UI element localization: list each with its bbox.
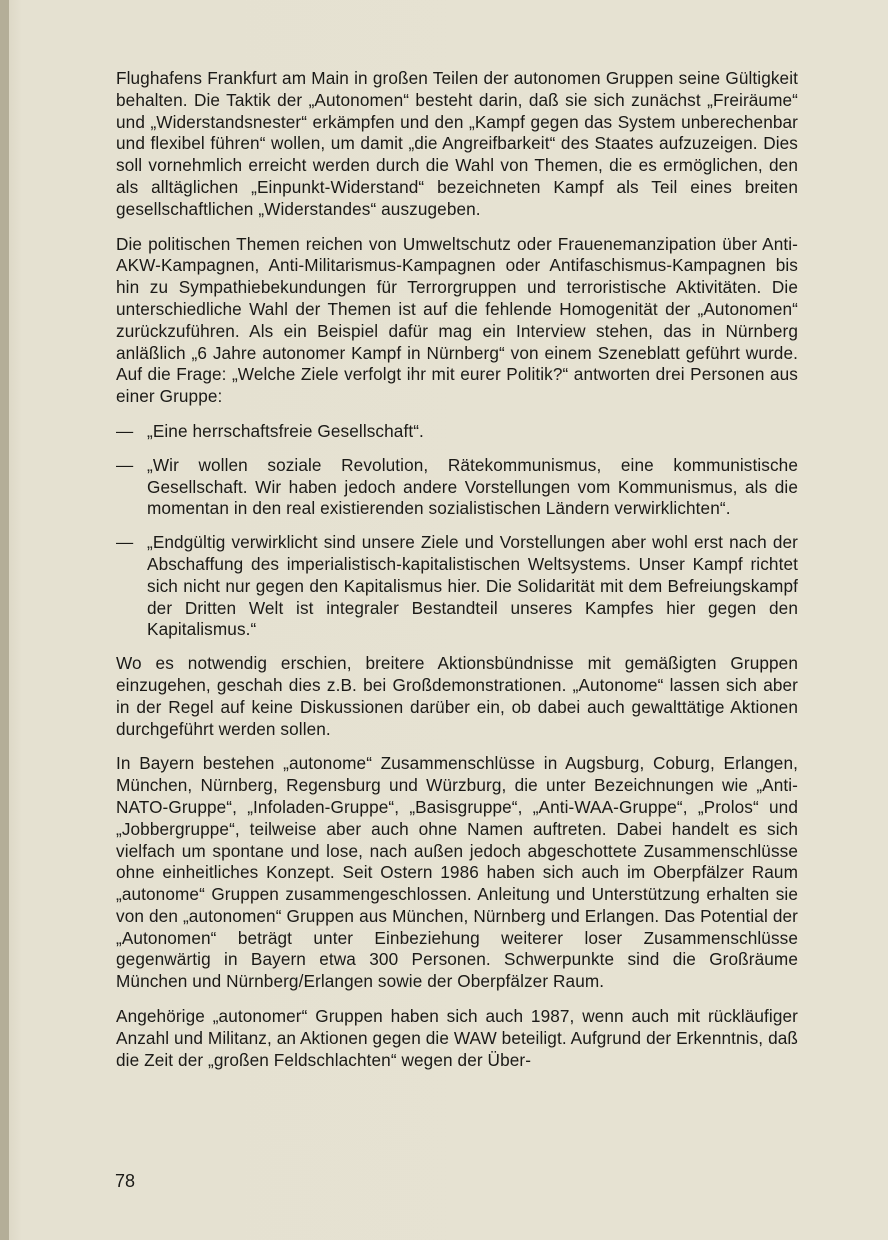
- paragraph: Angehörige „autonomer“ Gruppen haben sich auch 1987, wenn auch mit rückläufiger Anzahl und Militanz, an Aktionen gegen die WAW beteiligt. Aufgrund der Erkenntnis, daß die Zeit der „großen Feldschlachten“ wegen der Über-: [116, 1006, 798, 1070]
- list-dash: —: [116, 454, 134, 475]
- list-item: [116, 455, 798, 520]
- page-number: 78: [115, 1171, 136, 1191]
- paragraph: Wo es notwendig erschien, breitere Aktionsbündnisse mit gemäßigten Gruppen einzugehen, geschah dies z.B. bei Großdemonstrationen. „Autonome“ lassen sich aber in der Regel auf keine Diskussionen darüber ein, ob dabei auch gewalttätige Aktionen durchgeführt werden sollen.: [116, 653, 798, 739]
- paragraph: Die politischen Themen reichen von Umweltschutz oder Frauenemanzipation über Anti-AKW-Kampagnen, Anti-Militarismus-Kampagnen oder Antifaschismus-Kampagnen bis hin zu Sympathiebekundungen für Terrorgruppen und terroristische Aktivitäten. Die unterschiedliche Wahl der Themen ist auf die fehlende Homogenität der „Autonomen“ zurückzuführen. Als ein Beispiel dafür mag ein Interview stehen, das in Nürnberg anläßlich „6 Jahre autonomer Kampf in Nürnberg“ von einem Szeneblatt geführt wurde. Auf die Frage: „Welche Ziele verfolgt ihr mit eurer Politik?“ antworten drei Personen aus einer Gruppe:: [116, 233, 798, 407]
- list-dash: —: [116, 532, 134, 553]
- list-item: [116, 421, 798, 443]
- list-item-text: „Wir wollen soziale Revolution, Rätekommunismus, eine kommunistische Gesellschaft. Wir haben jedoch andere Vorstellungen vom Kommunismus, als die momentan in den real existierenden sozialistischen Ländern verwirklichten“.: [147, 454, 798, 519]
- list-dash: —: [116, 420, 134, 441]
- body-text: [116, 68, 798, 1084]
- list-item: [116, 532, 798, 641]
- list-item-text: „Endgültig verwirklicht sind unsere Ziele und Vorstellungen aber wohl erst nach der Abschaffung des imperialistisch-kapitalistischen Weltsystems. Unser Kampf richtet sich nicht nur gegen den Kapitalismus hier. Die Solidarität mit dem Befreiungskampf der Dritten Welt ist integraler Bestandteil unseres Kampfes hier gegen den Kapitalismus.“: [147, 532, 798, 640]
- paragraph: Flughafens Frankfurt am Main in großen Teilen der autonomen Gruppen seine Gültigkeit behalten. Die Taktik der „Autonomen“ besteht darin, daß sie sich zunächst „Freiräume“ und „Widerstandsnester“ erkämpfen und den „Kampf gegen das System unberechenbar und flexibel führen“ wollen, um damit „die Angreifbarkeit“ des Staates aufzuzeigen. Dies soll vornehmlich erreicht werden durch die Wahl von Themen, die es ermöglichen, den als alltäglichen „Einpunkt-Widerstand“ bezeichneten Kampf als Teil eines breiten gesellschaftlichen „Widerstandes“ auszugeben.: [116, 68, 798, 219]
- paragraph: In Bayern bestehen „autonome“ Zusammenschlüsse in Augsburg, Coburg, Erlangen, München, Nürnberg, Regensburg und Würzburg, die unter Bezeichnungen wie „Anti-NATO-Gruppe“, „Infoladen-Gruppe“, „Basisgruppe“, „Anti-WAA-Gruppe“, „Prolos“ und „Jobbergruppe“, teilweise aber auch ohne Namen auftreten. Dabei handelt es sich vielfach um spontane und lose, nach außen jedoch abgeschottete Zusammenschlüsse ohne einheitliches Konzept. Seit Ostern 1986 haben sich auch im Oberpfälzer Raum „autonome“ Gruppen zusammengeschlossen. Anleitung und Unterstützung erhalten sie von den „autonomen“ Gruppen aus München, Nürnberg und Erlangen. Das Potential der „Autonomen“ beträgt unter Einbeziehung weiterer loser Zusammenschlüsse gegenwärtig in Bayern etwa 300 Personen. Schwerpunkte sind die Großräume München und Nürnberg/Erlangen sowie der Oberpfälzer Raum.: [116, 753, 798, 992]
- page-binding-edge: [0, 0, 9, 1240]
- list-item-text: „Eine herrschaftsfreie Gesellschaft“.: [147, 420, 424, 441]
